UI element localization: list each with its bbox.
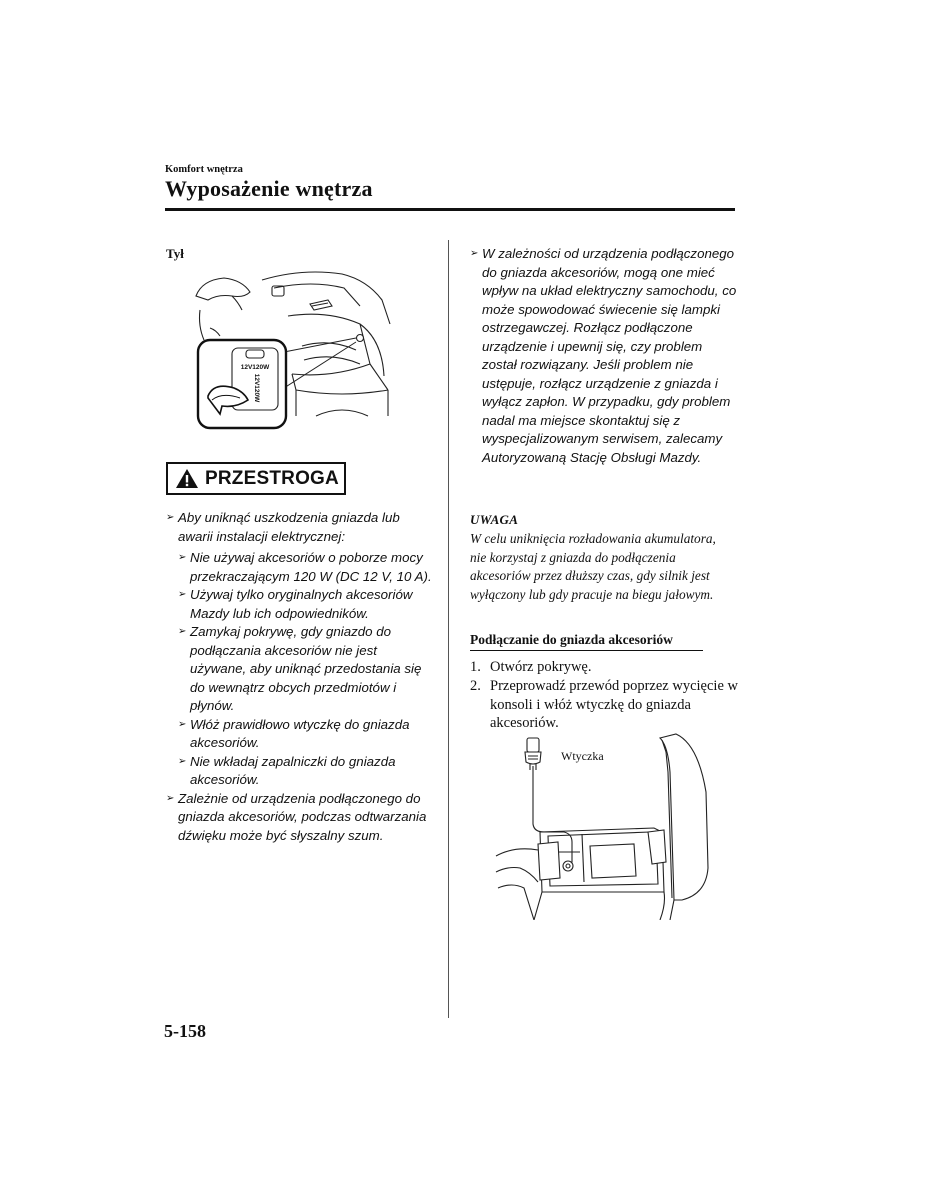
note-text: W celu uniknięcia rozładowania akumulatora, nie korzystaj z gniazda do podłączenia akcesoriów przez dłuższy czas, gdy silnik jest wyłączony lub gdy pracuje na biegu jałowym. [470, 531, 716, 602]
connect-heading: Podłączanie do gniazda akcesoriów [470, 632, 673, 647]
header-rule [165, 208, 735, 211]
caution-subitem: ➢ Używaj tylko oryginalnych akcesoriów Mazdy lub ich odpowiedników. [178, 586, 436, 623]
lid-label-top: 12V120W [240, 364, 270, 371]
step-number: 2. [470, 678, 481, 694]
note-heading: UWAGA [470, 512, 519, 527]
caution-subitem: ➢ Nie używaj akcesoriów o poborze mocy przekraczającym 120 W (DC 12 V, 10 A). [178, 549, 436, 586]
caution-sublist [178, 549, 436, 790]
step-item [470, 658, 740, 677]
caution-label: PRZESTROGA [205, 467, 339, 489]
caution-list-left [166, 509, 436, 845]
caution-subitem: ➢ Zamykaj pokrywę, gdy gniazdo do podłączania akcesoriów nie jest używane, aby uniknąć przedostania się do wewnątrz obcych przedmiotów i płynów. [178, 623, 436, 716]
warning-triangle-icon [175, 468, 199, 489]
page-number: 5-158 [164, 1021, 206, 1041]
connect-heading-rule [470, 650, 703, 651]
caution-list-right [470, 245, 740, 467]
caution-subitem: ➢ Włóż prawidłowo wtyczkę do gniazda akcesoriów. [178, 716, 436, 753]
step-text: Otwórz pokrywę. [490, 659, 592, 675]
step-item [470, 677, 740, 733]
step-text: Przeprowadź przewód poprzez wycięcie w konsoli i włóż wtyczkę do gniazda akcesoriów. [490, 678, 738, 731]
caution-item: ➢ Zależnie od urządzenia podłączonego do gniazda akcesoriów, podczas odtwarzania dźwięku może być słyszalny szum. [166, 790, 436, 846]
rear-section-label: Tył [166, 246, 184, 261]
caution-item: ➢ W zależności od urządzenia podłączonego do gniazda akcesoriów, mogą one mieć wpływ na układ elektryczny samochodu, co może spowodować świecenie się lampki ostrzegawczej. Rozłącz podłączone urządzenie i upewnij się, czy problem został rozwiązany. Jeśli problem nie ustępuje, rozłącz urządzenie z gniazda i wyłącz zapłon. W przypadku, gdy problem nadal ma miejsce skontaktuj się z wyspecjalizowanym serwisem, zalecamy Autoryzowaną Stację Obsługi Mazdy. [470, 245, 740, 467]
caution-item: ➢ Aby uniknąć uszkodzenia gniazda lub awarii instalacji elektrycznej: [166, 509, 436, 546]
caution-box [166, 462, 346, 495]
rear-outlet-figure [192, 266, 408, 430]
section-kicker: Komfort wnętrza [165, 164, 243, 175]
page-title: Wyposażenie wnętrza [165, 176, 373, 201]
step-number: 1. [470, 659, 481, 675]
column-divider [448, 240, 449, 1018]
caution-subitem: ➢ Nie wkładaj zapalniczki do gniazda akcesoriów. [178, 753, 436, 790]
plug-label: Wtyczka [561, 749, 604, 763]
plug-insertion-figure [494, 732, 716, 920]
lid-label-bottom: 12V120W [253, 373, 260, 403]
